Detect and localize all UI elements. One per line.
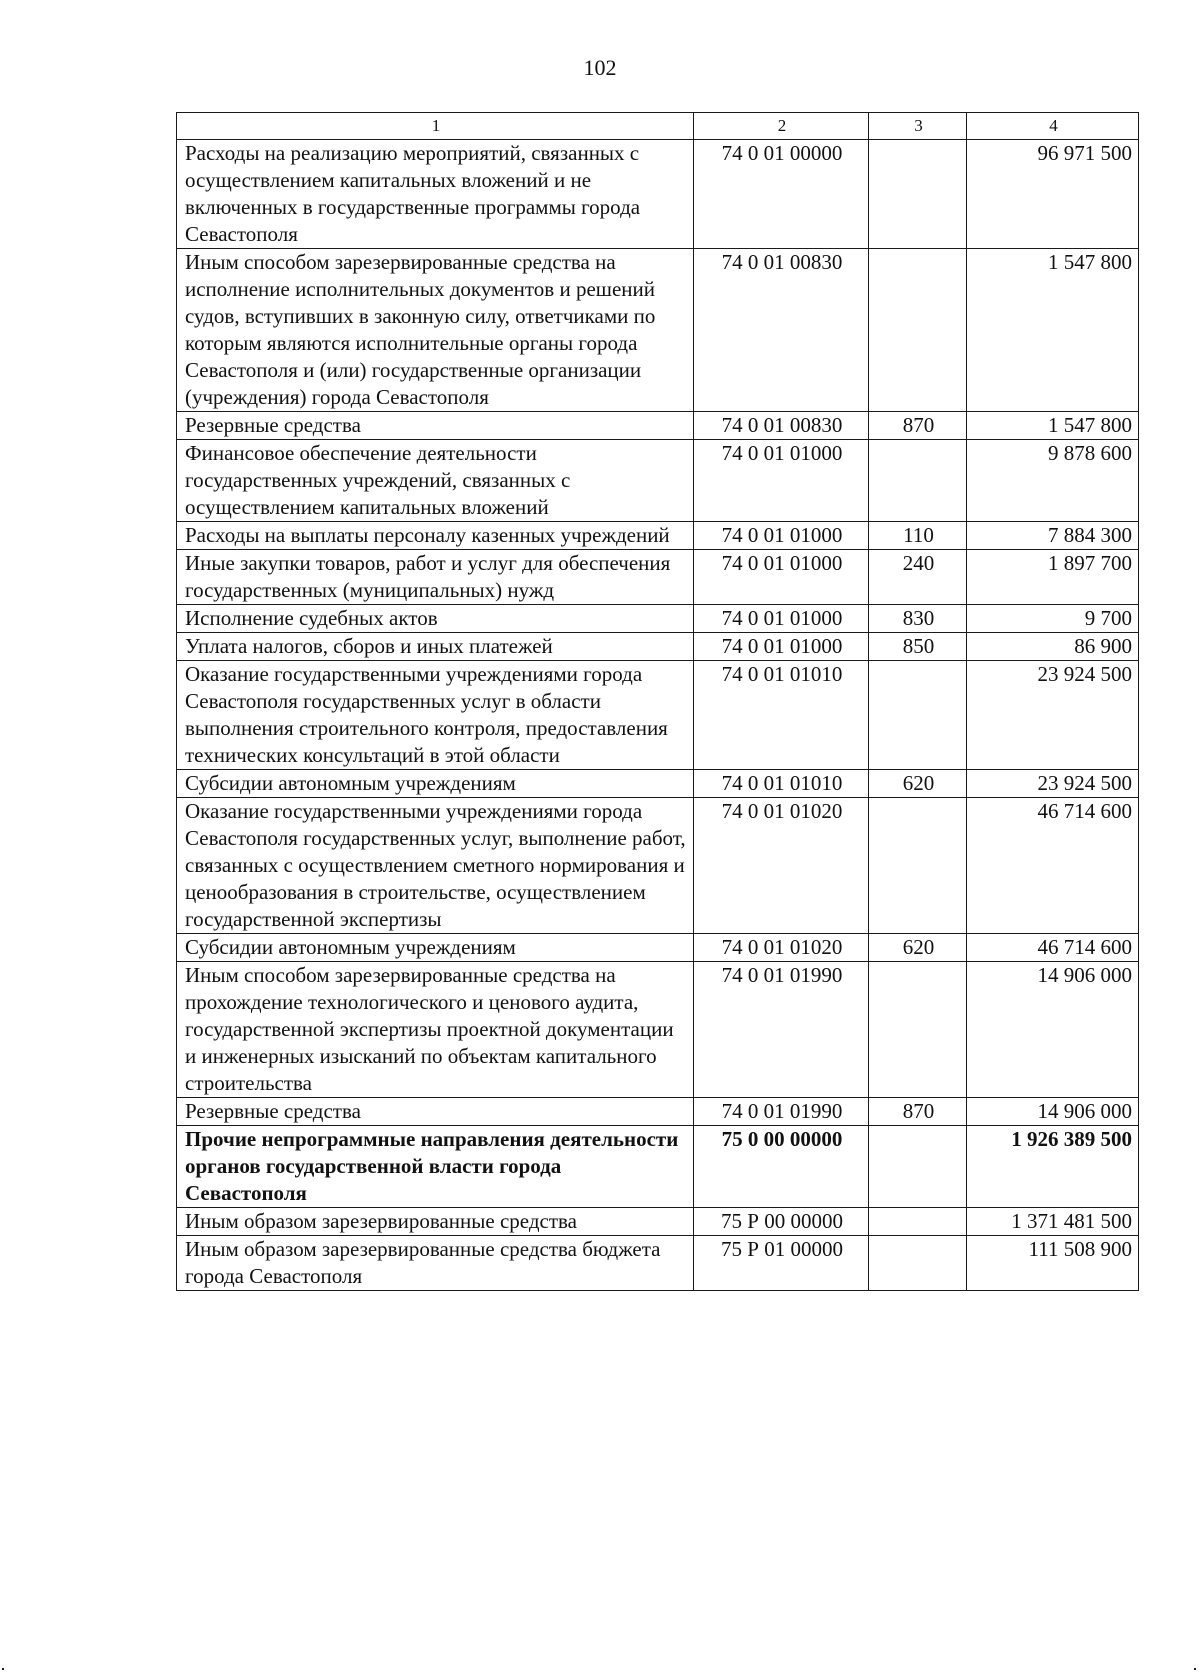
row-amount-cell: 9 878 600 xyxy=(967,440,1139,522)
row-name-cell: Иным способом зарезервированные средства на прохождение технологического и ценового аудита, государственной экспертизы проектной документации и инженерных изысканий по объектам капитального строительства xyxy=(177,962,694,1098)
row-code-cell: 74 0 01 01000 xyxy=(694,440,869,522)
table-row xyxy=(177,412,1139,440)
row-name-cell: Оказание государственными учреждениями города Севастополя государственных услуг, выполнение работ, связанных с осуществлением сметного нормирования и ценообразования в строительстве, осуществлением государственной экспертизы xyxy=(177,798,694,934)
row-amount-cell: 111 508 900 xyxy=(967,1236,1139,1291)
row-amount-cell: 1 926 389 500 xyxy=(967,1126,1139,1208)
row-expense-type-cell xyxy=(869,140,967,249)
row-amount-cell: 1 547 800 xyxy=(967,412,1139,440)
row-amount-cell: 14 906 000 xyxy=(967,962,1139,1098)
row-code-cell: 74 0 01 01020 xyxy=(694,934,869,962)
row-amount-cell: 46 714 600 xyxy=(967,798,1139,934)
row-expense-type-cell: 830 xyxy=(869,605,967,633)
table-row xyxy=(177,962,1139,1098)
row-amount-cell: 96 971 500 xyxy=(967,140,1139,249)
row-expense-type-cell: 110 xyxy=(869,522,967,550)
table-row xyxy=(177,770,1139,798)
row-name-cell: Субсидии автономным учреждениям xyxy=(177,934,694,962)
row-expense-type-cell xyxy=(869,1208,967,1236)
table-row xyxy=(177,1236,1139,1291)
table-row xyxy=(177,934,1139,962)
row-name-cell: Резервные средства xyxy=(177,412,694,440)
row-code-cell: 74 0 01 01010 xyxy=(694,770,869,798)
row-amount-cell: 1 897 700 xyxy=(967,550,1139,605)
header-col-1: 1 xyxy=(177,113,694,140)
row-expense-type-cell xyxy=(869,798,967,934)
row-expense-type-cell xyxy=(869,1126,967,1208)
row-name-cell: Расходы на реализацию мероприятий, связанных с осуществлением капитальных вложений и не включенных в государственные программы города Севастополя xyxy=(177,140,694,249)
row-amount-cell: 7 884 300 xyxy=(967,522,1139,550)
row-amount-cell: 9 700 xyxy=(967,605,1139,633)
scan-corner-mark-right xyxy=(1194,1668,1196,1670)
row-code-cell: 74 0 01 01000 xyxy=(694,633,869,661)
row-name-cell: Иным образом зарезервированные средства бюджета города Севастополя xyxy=(177,1236,694,1291)
header-row xyxy=(177,113,1139,140)
table-row xyxy=(177,661,1139,770)
row-code-cell: 74 0 01 00830 xyxy=(694,412,869,440)
budget-table xyxy=(176,112,1139,1291)
row-code-cell: 74 0 01 00830 xyxy=(694,249,869,412)
scan-corner-mark-left xyxy=(2,1668,4,1670)
row-name-cell: Иным образом зарезервированные средства xyxy=(177,1208,694,1236)
table-row xyxy=(177,1126,1139,1208)
header-col-3: 3 xyxy=(869,113,967,140)
table-row xyxy=(177,798,1139,934)
row-code-cell: 74 0 01 01990 xyxy=(694,962,869,1098)
row-expense-type-cell xyxy=(869,440,967,522)
row-expense-type-cell: 620 xyxy=(869,770,967,798)
row-name-cell: Исполнение судебных актов xyxy=(177,605,694,633)
row-name-cell: Иным способом зарезервированные средства на исполнение исполнительных документов и решений судов, вступивших в законную силу, ответчиками по которым являются исполнительные органы города Севастополя и (или) государственные организации (учреждения) города Севастополя xyxy=(177,249,694,412)
table-row xyxy=(177,440,1139,522)
row-code-cell: 74 0 01 01000 xyxy=(694,550,869,605)
row-name-cell: Прочие непрограммные направления деятельности органов государственной власти города Севастополя xyxy=(177,1126,694,1208)
row-amount-cell: 86 900 xyxy=(967,633,1139,661)
row-code-cell: 75 Р 00 00000 xyxy=(694,1208,869,1236)
row-name-cell: Расходы на выплаты персоналу казенных учреждений xyxy=(177,522,694,550)
row-expense-type-cell: 620 xyxy=(869,934,967,962)
row-code-cell: 74 0 01 01000 xyxy=(694,605,869,633)
row-name-cell: Финансовое обеспечение деятельности государственных учреждений, связанных с осуществлением капитальных вложений xyxy=(177,440,694,522)
row-amount-cell: 1 547 800 xyxy=(967,249,1139,412)
row-expense-type-cell xyxy=(869,1236,967,1291)
table-row xyxy=(177,633,1139,661)
row-amount-cell: 23 924 500 xyxy=(967,661,1139,770)
row-name-cell: Уплата налогов, сборов и иных платежей xyxy=(177,633,694,661)
row-code-cell: 74 0 01 01000 xyxy=(694,522,869,550)
row-code-cell: 75 Р 01 00000 xyxy=(694,1236,869,1291)
row-expense-type-cell: 850 xyxy=(869,633,967,661)
row-amount-cell: 46 714 600 xyxy=(967,934,1139,962)
table-row xyxy=(177,1208,1139,1236)
row-name-cell: Субсидии автономным учреждениям xyxy=(177,770,694,798)
row-name-cell: Иные закупки товаров, работ и услуг для обеспечения государственных (муниципальных) нужд xyxy=(177,550,694,605)
row-amount-cell: 23 924 500 xyxy=(967,770,1139,798)
table-row xyxy=(177,1098,1139,1126)
table-row xyxy=(177,249,1139,412)
row-code-cell: 74 0 01 01020 xyxy=(694,798,869,934)
table-row xyxy=(177,550,1139,605)
header-col-4: 4 xyxy=(967,113,1139,140)
header-col-2: 2 xyxy=(694,113,869,140)
table-row xyxy=(177,605,1139,633)
row-name-cell: Резервные средства xyxy=(177,1098,694,1126)
row-code-cell: 74 0 01 01990 xyxy=(694,1098,869,1126)
page-number: 102 xyxy=(583,55,617,80)
row-expense-type-cell xyxy=(869,249,967,412)
row-expense-type-cell xyxy=(869,661,967,770)
table-row xyxy=(177,522,1139,550)
row-code-cell: 74 0 01 01010 xyxy=(694,661,869,770)
row-name-cell: Оказание государственными учреждениями города Севастополя государственных услуг в области выполнения строительного контроля, предоставления технических консультаций в этой области xyxy=(177,661,694,770)
row-expense-type-cell: 870 xyxy=(869,1098,967,1126)
row-amount-cell: 1 371 481 500 xyxy=(967,1208,1139,1236)
row-expense-type-cell: 240 xyxy=(869,550,967,605)
row-expense-type-cell xyxy=(869,962,967,1098)
row-expense-type-cell: 870 xyxy=(869,412,967,440)
row-code-cell: 75 0 00 00000 xyxy=(694,1126,869,1208)
row-amount-cell: 14 906 000 xyxy=(967,1098,1139,1126)
row-code-cell: 74 0 01 00000 xyxy=(694,140,869,249)
table-row xyxy=(177,140,1139,249)
